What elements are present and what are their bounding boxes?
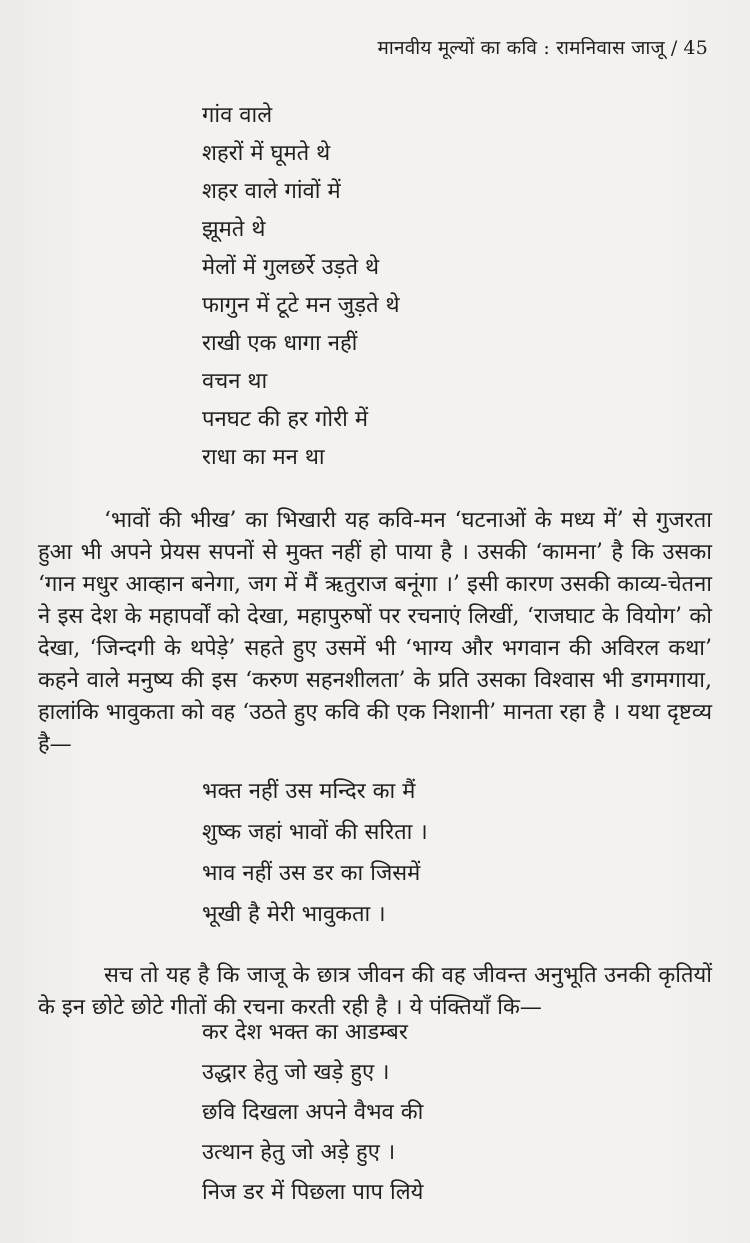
poem-line: राधा का मन था (202, 445, 325, 470)
poem-line: निज डर में पिछला पाप लिये (202, 1180, 424, 1205)
poem-line: भक्त नहीं उस मन्दिर का मैं (202, 779, 416, 804)
poem-line: शहरों में घूमते थे (202, 141, 331, 166)
poem-line: झूमते थे (202, 217, 266, 242)
header-separator: / (670, 37, 678, 59)
poem-line: शुष्क जहां भावों की सरिता । (202, 820, 428, 845)
poem-line: भूखी है मेरी भावुकता । (202, 902, 386, 927)
page-number: 45 (683, 37, 708, 59)
poem-line: छवि दिखला अपने वैभव की (202, 1100, 424, 1125)
poem-stanza-1 (202, 97, 400, 477)
poem-stanza-2 (202, 771, 428, 935)
poem-line: मेलों में गुलछर्रे उड़ते थे (202, 255, 380, 280)
poem-line: भाव नहीं उस डर का जिसमें (202, 861, 421, 886)
prose-paragraph-2: सच तो यह है कि जाजू के छात्र जीवन की वह जीवन्त अनुभूति उनकी कृतियों के इन छोटे छोटे गीतों की रचना करती रही है । ये पंक्तियाँ कि— (38, 963, 712, 1020)
poem-line: राखी एक धागा नहीं (202, 331, 358, 356)
poem-line: उद्धार हेतु जो खड़े हुए । (202, 1060, 390, 1085)
poem-line: गांव वाले (202, 103, 273, 128)
prose-paragraph-1: ‘भावों की भीख’ का भिखारी यह कवि-मन ‘घटनाओं के मध्य में’ से गुजरता हुआ भी अपने प्रेयस सपनों से मुक्त नहीं हो पाया है । उसकी ‘कामना’ है कि उसका ‘गान मधुर आव्हान बनेगा, जग में मैं ऋतुराज बनूंगा ।’ इसी कारण उसकी काव्य-चेतना ने इस देश के महापर्वों को देखा, महापुरुषों पर रचनाएं लिखीं, ‘राजघाट के वियोग’ को देखा, ‘जिन्दगी के थपेड़े’ सहते हुए उसमें भी ‘भाग्य और भगवान की अविरल कथा’ कहने वाले मनुष्य की इस ‘करुण सहनशीलता’ के प्रति उसका विश्वास भी डगमगाया, हालांकि भावुकता को वह ‘उठते हुए कवि की एक निशानी’ मानता रहा है । यथा दृष्टव्य है— (38, 508, 712, 757)
poem-line: वचन था (202, 369, 268, 394)
poem-line: शहर वाले गांवों में (202, 179, 341, 204)
running-header (377, 34, 708, 60)
poem-line: कर देश भक्त का आडम्बर (202, 1020, 408, 1045)
poem-line: उत्थान हेतु जो अड़े हुए । (202, 1140, 396, 1165)
poem-stanza-3 (202, 1013, 423, 1213)
poem-line: फागुन में टूटे मन जुड़ते थे (202, 293, 400, 318)
poem-line: पनघट की हर गोरी में (202, 407, 368, 432)
header-title: मानवीय मूल्यों का कवि : रामनिवास जाजू (377, 37, 665, 59)
